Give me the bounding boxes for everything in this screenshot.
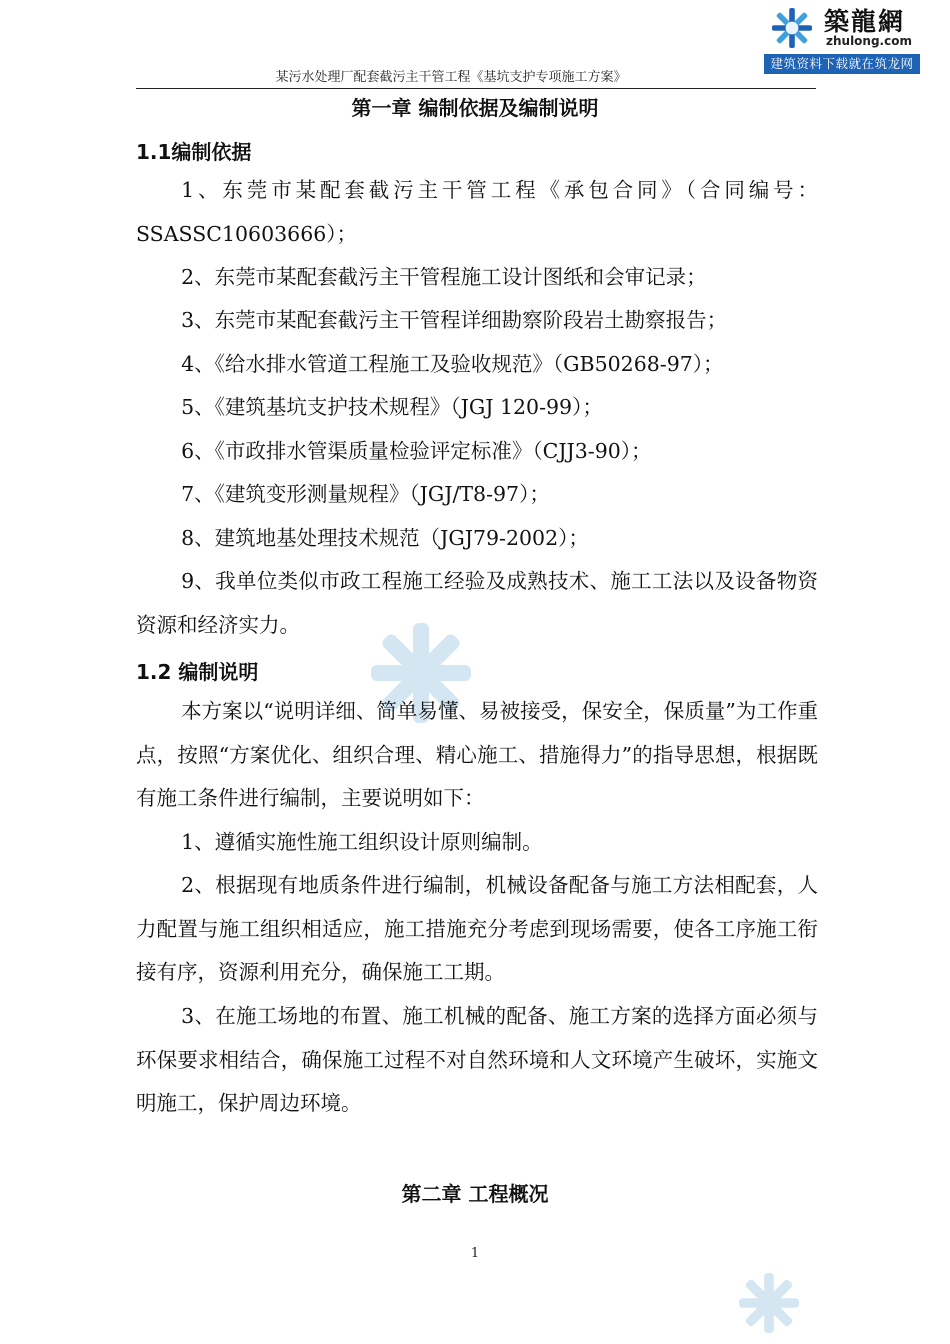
- basis-item: 3、东莞市某配套截污主干管程详细勘察阶段岩土勘察报告；: [181, 308, 728, 332]
- watermark-snowflake-icon: [736, 1270, 802, 1336]
- section-1-1-title: 1.1编制依据: [136, 140, 252, 164]
- basis-item: 1、东莞市某配套截污主干管工程《承包合同》（合同编号：SSASSC10603666）；: [136, 178, 818, 246]
- snowflake-logo-icon: [770, 6, 814, 50]
- header-divider: [136, 88, 816, 89]
- basis-item: 8、建筑地基处理技术规范（JGJ79-2002）；: [181, 526, 589, 550]
- chapter-2-title: 第二章 工程概况: [401, 1182, 549, 1206]
- logo-name: 築龍網: [824, 7, 906, 36]
- explanation-item: 2、根据现有地质条件进行编制，机械设备配备与施工方法相配套，人力配置与施工组织相适应，施工措施充分考虑到现场需要，使各工序施工衔接有序，资源利用充分，确保施工工期。: [136, 873, 818, 984]
- page-number: 1: [470, 1246, 480, 1261]
- logo-slogan: 建筑资料下载就在筑龙网: [764, 54, 920, 74]
- explanation-item: 3、在施工场地的布置、施工机械的配备、施工方案的选择方面必须与环保要求相结合，确保施工过程不对自然环境和人文环境产生破坏，实施文明施工，保护周边环境。: [136, 1004, 818, 1115]
- zhulong-logo[interactable]: [764, 2, 920, 74]
- basis-item: 2、东莞市某配套截污主干管程施工设计图纸和会审记录；: [181, 265, 707, 289]
- section-1-2-title: 1.2 编制说明: [136, 660, 259, 684]
- running-header: 某污水处理厂配套截污主干管工程《基坑支护专项施工方案》: [275, 70, 627, 85]
- basis-item: 5、《建筑基坑支护技术规程》（JGJ 120-99）；: [181, 395, 603, 419]
- basis-item: 9、我单位类似市政工程施工经验及成熟技术、施工工法以及设备物资资源和经济实力。: [136, 569, 818, 637]
- basis-item: 4、《给水排水管道工程施工及验收规范》（GB50268-97）；: [181, 352, 724, 376]
- basis-item: 6、《市政排水管渠质量检验评定标准》（CJJ3-90）；: [181, 439, 652, 463]
- basis-item: 7、《建筑变形测量规程》（JGJ/T8-97）；: [181, 482, 550, 506]
- explanation-item: 1、遵循实施性施工组织设计原则编制。: [181, 830, 543, 854]
- explanation-intro: 本方案以“说明详细、简单易懂、易被接受，保安全，保质量”为工作重点，按照“方案优化、组织合理、精心施工、措施得力”的指导思想，根据既有施工条件进行编制，主要说明如下：: [136, 699, 818, 810]
- logo-domain: zhulong.com: [826, 34, 912, 48]
- chapter-1-title: 第一章 编制依据及编制说明: [351, 96, 599, 120]
